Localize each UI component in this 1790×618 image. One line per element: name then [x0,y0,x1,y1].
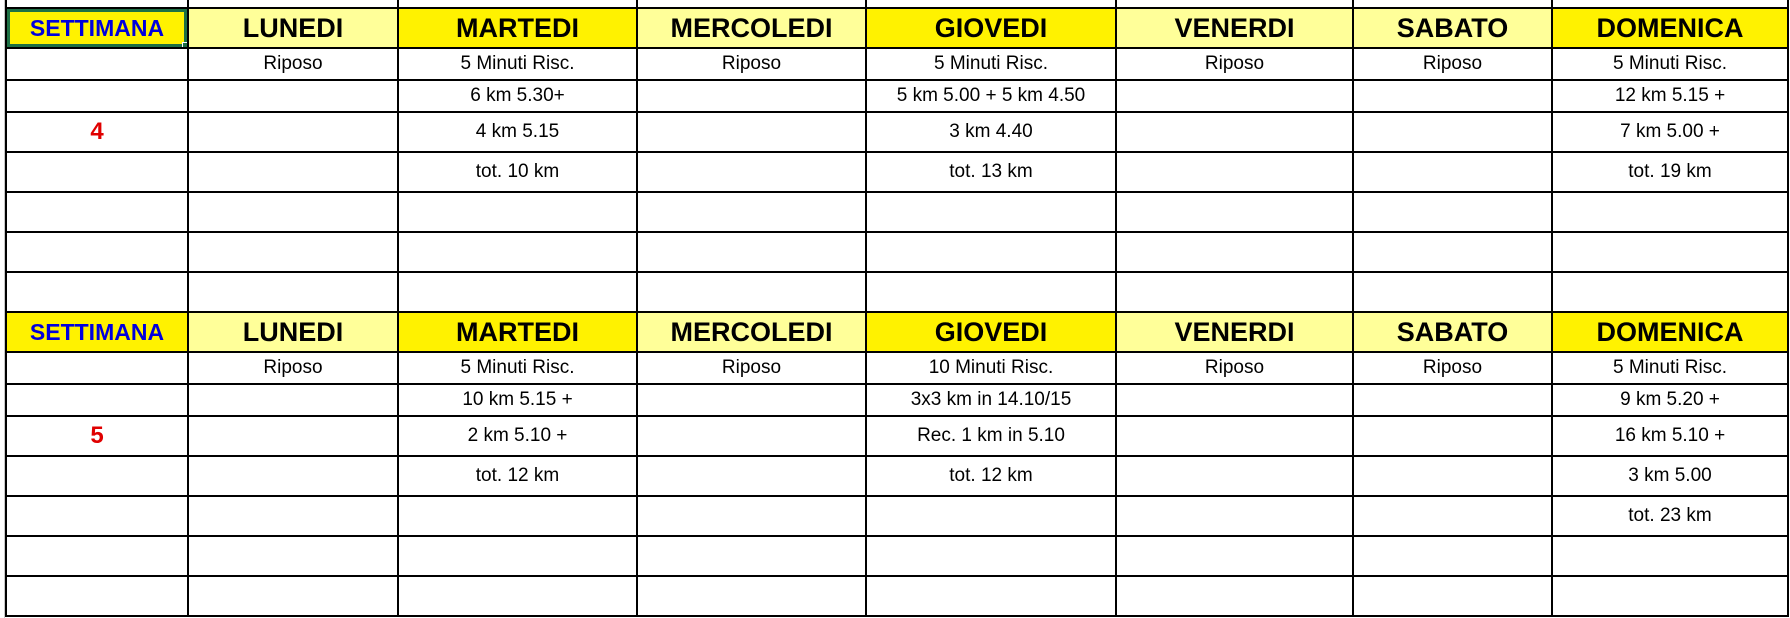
workout-cell-giovedi[interactable] [866,496,1116,536]
workout-cell-venerdi[interactable] [1116,80,1353,112]
workout-cell-giovedi[interactable]: Rec. 1 km in 5.10 [866,416,1116,456]
schedule-row [6,352,1788,384]
day-header-sabato[interactable]: SABATO [1353,8,1552,48]
workout-cell-giovedi[interactable] [866,192,1116,232]
workout-cell-martedi[interactable]: tot. 12 km [398,456,637,496]
workout-cell-domenica[interactable]: tot. 23 km [1552,496,1788,536]
workout-cell-domenica[interactable] [1552,536,1788,576]
workout-cell-domenica[interactable] [1552,192,1788,232]
workout-cell-domenica[interactable]: 3 km 5.00 [1552,456,1788,496]
week-cell[interactable] [6,576,188,616]
workout-cell-mercoledi[interactable] [637,576,866,616]
cell[interactable] [637,0,866,8]
partial-row-above [6,0,1788,8]
week-header-row [6,8,1788,48]
workout-cell-domenica[interactable]: 5 Minuti Risc. [1552,48,1788,80]
workout-cell-sabato[interactable]: Riposo [1353,352,1552,384]
day-header-giovedi[interactable]: GIOVEDI [866,312,1116,352]
workout-cell-martedi[interactable]: 6 km 5.30+ [398,80,637,112]
cell[interactable] [188,0,398,8]
workout-cell-venerdi[interactable] [1116,536,1353,576]
schedule-row [6,48,1788,80]
workout-cell-lunedi[interactable] [188,384,398,416]
workout-cell-domenica[interactable]: 16 km 5.10 + [1552,416,1788,456]
day-header-giovedi[interactable]: GIOVEDI [866,8,1116,48]
workout-cell-sabato[interactable] [1353,232,1552,272]
workout-cell-lunedi[interactable] [188,272,398,312]
workout-cell-lunedi[interactable] [188,112,398,152]
workout-cell-martedi[interactable] [398,192,637,232]
workout-cell-sabato[interactable] [1353,192,1552,232]
workout-cell-lunedi[interactable]: Riposo [188,48,398,80]
day-header-lunedi[interactable]: LUNEDI [188,8,398,48]
workout-cell-martedi[interactable] [398,272,637,312]
workout-cell-mercoledi[interactable] [637,232,866,272]
cell[interactable] [1552,0,1788,8]
day-header-mercoledi[interactable]: MERCOLEDI [637,312,866,352]
workout-cell-giovedi[interactable]: 5 km 5.00 + 5 km 4.50 [866,80,1116,112]
schedule-row [6,272,1788,312]
schedule-row [6,576,1788,616]
schedule-row [6,80,1788,112]
day-header-lunedi[interactable]: LUNEDI [188,312,398,352]
workout-cell-giovedi[interactable]: 3x3 km in 14.10/15 [866,384,1116,416]
week-cell[interactable] [6,80,188,112]
workout-cell-giovedi[interactable] [866,272,1116,312]
workout-cell-lunedi[interactable] [188,576,398,616]
week-cell[interactable] [6,384,188,416]
workout-cell-lunedi[interactable] [188,192,398,232]
workout-cell-lunedi[interactable]: Riposo [188,352,398,384]
workout-cell-martedi[interactable]: 4 km 5.15 [398,112,637,152]
workout-cell-mercoledi[interactable] [637,152,866,192]
workout-cell-sabato[interactable] [1353,272,1552,312]
day-header-sabato[interactable]: SABATO [1353,312,1552,352]
week-header-row [6,312,1788,352]
workout-cell-venerdi[interactable] [1116,192,1353,232]
workout-cell-giovedi[interactable]: 10 Minuti Risc. [866,352,1116,384]
workout-cell-venerdi[interactable] [1116,152,1353,192]
week-cell[interactable] [6,272,188,312]
workout-cell-lunedi[interactable] [188,456,398,496]
schedule-row [6,496,1788,536]
schedule-row [6,384,1788,416]
schedule-row [6,152,1788,192]
workout-cell-lunedi[interactable] [188,232,398,272]
workout-cell-mercoledi[interactable] [637,496,866,536]
workout-cell-venerdi[interactable] [1116,416,1353,456]
schedule-row [6,456,1788,496]
workout-cell-venerdi[interactable]: Riposo [1116,48,1353,80]
workout-cell-giovedi[interactable]: tot. 13 km [866,152,1116,192]
workout-cell-mercoledi[interactable] [637,416,866,456]
workout-cell-lunedi[interactable] [188,80,398,112]
week-cell[interactable] [6,192,188,232]
cell[interactable] [398,0,637,8]
settimana-header-cell[interactable]: SETTIMANA [6,8,188,48]
workout-cell-sabato[interactable] [1353,384,1552,416]
workout-cell-giovedi[interactable] [866,576,1116,616]
workout-cell-domenica[interactable]: tot. 19 km [1552,152,1788,192]
week-cell[interactable] [6,152,188,192]
workout-cell-mercoledi[interactable]: Riposo [637,48,866,80]
workout-cell-sabato[interactable] [1353,80,1552,112]
workout-cell-domenica[interactable]: 7 km 5.00 + [1552,112,1788,152]
week-number-cell[interactable]: 5 [6,416,188,456]
workout-cell-martedi[interactable] [398,536,637,576]
cell[interactable] [6,0,188,8]
settimana-header-cell[interactable]: SETTIMANA [6,312,188,352]
workout-cell-sabato[interactable] [1353,152,1552,192]
workout-cell-venerdi[interactable] [1116,272,1353,312]
week-cell[interactable] [6,456,188,496]
workout-cell-domenica[interactable]: 9 km 5.20 + [1552,384,1788,416]
workout-cell-venerdi[interactable] [1116,112,1353,152]
workout-cell-venerdi[interactable] [1116,456,1353,496]
workout-cell-sabato[interactable]: Riposo [1353,48,1552,80]
workout-cell-domenica[interactable] [1552,232,1788,272]
workout-cell-sabato[interactable] [1353,112,1552,152]
workout-cell-mercoledi[interactable] [637,112,866,152]
schedule-row [6,416,1788,456]
week-cell[interactable] [6,352,188,384]
training-schedule-sheet [5,0,1789,617]
workout-cell-lunedi[interactable] [188,496,398,536]
workout-cell-mercoledi[interactable] [637,80,866,112]
workout-cell-domenica[interactable] [1552,576,1788,616]
workout-cell-domenica[interactable]: 12 km 5.15 + [1552,80,1788,112]
workout-cell-giovedi[interactable]: 5 Minuti Risc. [866,48,1116,80]
day-header-domenica[interactable]: DOMENICA [1552,312,1788,352]
workout-cell-mercoledi[interactable]: Riposo [637,352,866,384]
week-cell[interactable] [6,536,188,576]
workout-cell-martedi[interactable]: 2 km 5.10 + [398,416,637,456]
workout-cell-martedi[interactable] [398,496,637,536]
workout-cell-mercoledi[interactable] [637,272,866,312]
day-header-martedi[interactable]: MARTEDI [398,8,637,48]
workout-cell-mercoledi[interactable] [637,456,866,496]
workout-cell-giovedi[interactable] [866,232,1116,272]
workout-cell-lunedi[interactable] [188,152,398,192]
workout-cell-domenica[interactable]: 5 Minuti Risc. [1552,352,1788,384]
workout-cell-martedi[interactable] [398,576,637,616]
workout-cell-sabato[interactable] [1353,416,1552,456]
workout-cell-mercoledi[interactable] [637,192,866,232]
workout-cell-mercoledi[interactable] [637,536,866,576]
workout-cell-martedi[interactable]: tot. 10 km [398,152,637,192]
workout-cell-lunedi[interactable] [188,536,398,576]
day-header-venerdi[interactable]: VENERDI [1116,312,1353,352]
workout-cell-giovedi[interactable]: 3 km 4.40 [866,112,1116,152]
workout-cell-venerdi[interactable] [1116,384,1353,416]
cell[interactable] [1353,0,1552,8]
week-cell[interactable] [6,232,188,272]
week-cell[interactable] [6,496,188,536]
schedule-row [6,112,1788,152]
workout-cell-giovedi[interactable]: tot. 12 km [866,456,1116,496]
schedule-row [6,232,1788,272]
workout-cell-martedi[interactable]: 10 km 5.15 + [398,384,637,416]
workout-cell-domenica[interactable] [1552,272,1788,312]
workout-cell-sabato[interactable] [1353,456,1552,496]
workout-cell-venerdi[interactable]: Riposo [1116,352,1353,384]
schedule-row [6,536,1788,576]
workout-cell-sabato[interactable] [1353,536,1552,576]
workout-cell-martedi[interactable]: 5 Minuti Risc. [398,48,637,80]
cell[interactable] [1116,0,1353,8]
day-header-martedi[interactable]: MARTEDI [398,312,637,352]
day-header-domenica[interactable]: DOMENICA [1552,8,1788,48]
workout-cell-lunedi[interactable] [188,416,398,456]
workout-cell-venerdi[interactable] [1116,496,1353,536]
workout-cell-sabato[interactable] [1353,576,1552,616]
schedule-row [6,192,1788,232]
week-cell[interactable] [6,48,188,80]
workout-cell-venerdi[interactable] [1116,232,1353,272]
cell[interactable] [866,0,1116,8]
day-header-venerdi[interactable]: VENERDI [1116,8,1353,48]
workout-cell-martedi[interactable] [398,232,637,272]
workout-cell-venerdi[interactable] [1116,576,1353,616]
day-header-mercoledi[interactable]: MERCOLEDI [637,8,866,48]
workout-cell-mercoledi[interactable] [637,384,866,416]
workout-cell-martedi[interactable]: 5 Minuti Risc. [398,352,637,384]
workout-cell-sabato[interactable] [1353,496,1552,536]
week-number-cell[interactable]: 4 [6,112,188,152]
workout-cell-giovedi[interactable] [866,536,1116,576]
